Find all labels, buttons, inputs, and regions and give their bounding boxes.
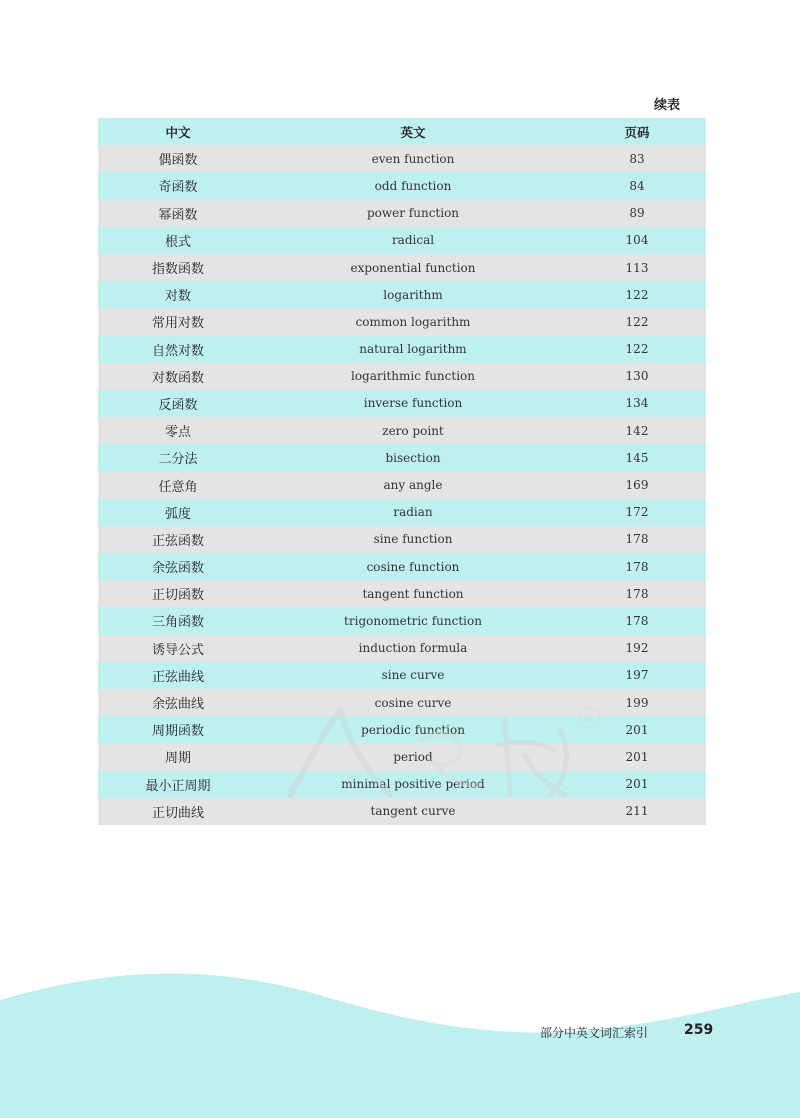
cell-english-term: radian bbox=[393, 505, 433, 520]
cell-chinese-term: 根式 bbox=[164, 234, 191, 250]
cell-english-term: power function bbox=[366, 206, 460, 221]
cell-page-number: 134 bbox=[625, 396, 649, 411]
cell-chinese-term: 对数 bbox=[164, 289, 191, 305]
cell-english-term: minimal positive period bbox=[341, 777, 485, 792]
cell-english-term: logarithmic function bbox=[350, 369, 475, 384]
cell-page-number: 113 bbox=[625, 260, 649, 275]
cell-page-number: 104 bbox=[625, 233, 649, 248]
table-row bbox=[98, 145, 706, 172]
cell-chinese-term: 正切函数 bbox=[151, 588, 204, 604]
table-row bbox=[98, 553, 706, 580]
cell-english-term: cosine function bbox=[366, 559, 460, 574]
cell-chinese-term: 奇函数 bbox=[158, 180, 198, 196]
table-row bbox=[98, 363, 706, 390]
table-row bbox=[98, 526, 706, 553]
cell-english-term: induction formula bbox=[358, 641, 468, 656]
cell-page-number: 197 bbox=[625, 668, 649, 683]
cell-chinese-term: 二分法 bbox=[158, 452, 198, 468]
cell-chinese-term: 正弦函数 bbox=[151, 533, 204, 549]
cell-chinese-term: 弧度 bbox=[164, 506, 191, 522]
cell-english-term: natural logarithm bbox=[359, 342, 467, 357]
cell-english-term: period bbox=[393, 749, 433, 764]
cell-page-number: 199 bbox=[625, 695, 649, 710]
table-row bbox=[98, 172, 706, 199]
table-row bbox=[98, 390, 706, 417]
table-row bbox=[98, 662, 706, 689]
cell-page-number: 172 bbox=[625, 505, 649, 520]
cell-page-number: 201 bbox=[625, 722, 649, 737]
cell-chinese-term: 反函数 bbox=[158, 397, 198, 413]
table-row bbox=[98, 689, 706, 716]
cell-page-number: 178 bbox=[625, 586, 649, 601]
cell-english-term: tangent function bbox=[362, 586, 464, 601]
cell-chinese-term: 任意角 bbox=[158, 479, 198, 495]
cell-english-term: trigonometric function bbox=[344, 613, 482, 628]
vocabulary-index-table-container bbox=[98, 118, 706, 825]
footer-section-title: 部分中英文词汇索引 bbox=[540, 1026, 649, 1040]
cell-page-number: 178 bbox=[625, 613, 649, 628]
cell-page-number: 145 bbox=[625, 450, 649, 465]
footer-page-number: 259 bbox=[684, 1022, 714, 1038]
cell-english-term: periodic function bbox=[361, 722, 465, 737]
cell-english-term: sine curve bbox=[381, 668, 445, 683]
cell-english-term: bisection bbox=[385, 450, 441, 465]
cell-chinese-term: 偶函数 bbox=[158, 153, 198, 169]
cell-english-term: tangent curve bbox=[370, 804, 456, 819]
cell-page-number: 201 bbox=[625, 749, 649, 764]
table-row bbox=[98, 336, 706, 363]
table-row bbox=[98, 798, 706, 825]
table-row bbox=[98, 200, 706, 227]
cell-english-term: exponential function bbox=[350, 260, 476, 275]
cell-chinese-term: 周期函数 bbox=[151, 724, 204, 740]
cell-english-term: common logarithm bbox=[355, 314, 471, 329]
cell-page-number: 84 bbox=[629, 178, 645, 193]
cell-chinese-term: 诱导公式 bbox=[151, 642, 204, 658]
cell-page-number: 178 bbox=[625, 532, 649, 547]
cell-chinese-term: 幂函数 bbox=[158, 207, 198, 223]
table-row bbox=[98, 716, 706, 743]
cell-page-number: 178 bbox=[625, 559, 649, 574]
table-row bbox=[98, 607, 706, 634]
cell-chinese-term: 零点 bbox=[164, 425, 191, 441]
cell-english-term: logarithm bbox=[383, 287, 443, 302]
table-body bbox=[98, 145, 706, 825]
cell-english-term: radical bbox=[391, 233, 435, 248]
continued-table-label: 续表 bbox=[654, 98, 681, 113]
table-row bbox=[98, 499, 706, 526]
cell-page-number: 122 bbox=[625, 287, 649, 302]
vocabulary-index-table bbox=[98, 118, 706, 825]
header-chinese: 中文 bbox=[165, 124, 191, 140]
cell-chinese-term: 余弦曲线 bbox=[151, 697, 204, 713]
cell-chinese-term: 正切曲线 bbox=[151, 805, 204, 821]
cell-english-term: zero point bbox=[382, 423, 444, 438]
table-row bbox=[98, 417, 706, 444]
cell-page-number: 89 bbox=[629, 206, 645, 221]
cell-english-term: any angle bbox=[383, 478, 443, 493]
table-row bbox=[98, 635, 706, 662]
cell-chinese-term: 自然对数 bbox=[151, 343, 204, 359]
cell-chinese-term: 对数函数 bbox=[151, 370, 204, 386]
cell-chinese-term: 周期 bbox=[164, 751, 191, 767]
cell-chinese-term: 最小正周期 bbox=[145, 778, 211, 794]
cell-chinese-term: 正弦曲线 bbox=[151, 669, 204, 685]
table-row bbox=[98, 281, 706, 308]
table-row bbox=[98, 743, 706, 770]
table-row bbox=[98, 580, 706, 607]
footer-wave-decoration bbox=[0, 970, 800, 1118]
table-row bbox=[98, 227, 706, 254]
cell-page-number: 142 bbox=[625, 423, 649, 438]
cell-chinese-term: 余弦函数 bbox=[151, 561, 204, 577]
table-header-row bbox=[98, 118, 706, 145]
cell-english-term: sine function bbox=[373, 532, 453, 547]
cell-page-number: 122 bbox=[625, 342, 649, 357]
cell-page-number: 83 bbox=[629, 151, 645, 166]
cell-english-term: odd function bbox=[374, 178, 452, 193]
header-page: 页码 bbox=[624, 124, 650, 140]
table-row bbox=[98, 308, 706, 335]
cell-page-number: 192 bbox=[625, 641, 649, 656]
cell-english-term: inverse function bbox=[363, 396, 463, 411]
svg-text:R: R bbox=[585, 712, 594, 726]
cell-chinese-term: 三角函数 bbox=[151, 615, 204, 631]
cell-chinese-term: 常用对数 bbox=[151, 316, 204, 332]
table-row bbox=[98, 254, 706, 281]
cell-english-term: cosine curve bbox=[374, 695, 452, 710]
header-english: 英文 bbox=[400, 124, 426, 140]
cell-page-number: 122 bbox=[625, 314, 649, 329]
cell-chinese-term: 指数函数 bbox=[151, 262, 204, 278]
cell-page-number: 130 bbox=[625, 369, 649, 384]
cell-page-number: 211 bbox=[625, 804, 649, 819]
table-row bbox=[98, 471, 706, 498]
table-row bbox=[98, 771, 706, 798]
cell-english-term: even function bbox=[371, 151, 455, 166]
cell-page-number: 169 bbox=[625, 478, 649, 493]
table-row bbox=[98, 444, 706, 471]
cell-page-number: 201 bbox=[625, 777, 649, 792]
